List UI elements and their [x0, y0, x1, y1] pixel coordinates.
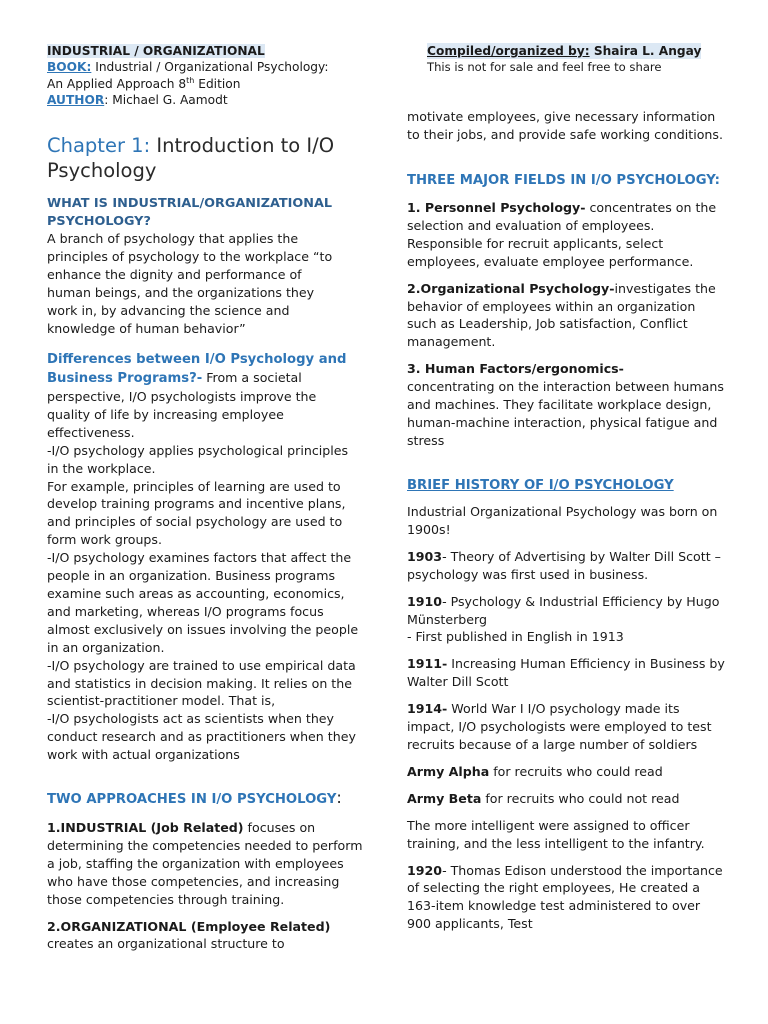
- section-history: [407, 478, 727, 933]
- share-note: This is not for sale and feel free to share: [427, 60, 662, 75]
- chapter-name: Introduction to I/O Psychology: [47, 134, 335, 182]
- field-organizational-label: 2.Organizational Psychology-: [407, 280, 615, 296]
- organizational-approach-continued: motivate employees, give necessary information to their jobs, and provide safe working conditions.: [407, 109, 723, 142]
- history-1920-body: - Thomas Edison understood the importance of selecting the right employees, He created a 163-item knowledge test administered to over 900 applicants, Test: [407, 862, 723, 932]
- chapter-label: Chapter 1:: [47, 134, 151, 157]
- differences-paragraph-1: -I/O psychology applies psychological principles in the workplace.: [47, 442, 349, 476]
- field-human-factors-body: concentrating on the interaction between humans and machines. They facilitate workplace design, human-machine interaction, physical fatigue and stress: [407, 379, 724, 448]
- section-heading-differences: Differences between I/O Psychology and Business Programs?-: [47, 352, 347, 386]
- section-heading-three-fields: THREE MAJOR FIELDS IN I/O PSYCHOLOGY:: [407, 173, 720, 188]
- compiled-by-label: Compiled/organized by:: [427, 44, 590, 58]
- army-alpha-body: for recruits who could read: [489, 763, 663, 779]
- approaches-colon: :: [336, 788, 342, 807]
- differences-intro: From a societal perspective, I/O psychologists improve the quality of life by increasing employee effectiveness.: [47, 370, 317, 440]
- field-organizational-body: investigates the behavior of employees within an organization such as Leadership, Job satisfaction, Conflict management.: [407, 280, 716, 350]
- section-heading-what-is-io: WHAT IS INDUSTRIAL/ORGANIZATIONAL PSYCHOLOGY?: [47, 196, 333, 229]
- army-alpha-label: Army Alpha: [407, 763, 490, 779]
- history-1910-year: 1910: [407, 593, 443, 609]
- army-beta-label: Army Beta: [407, 790, 482, 806]
- history-intro: Industrial Organizational Psychology was born on 1900s!: [407, 504, 718, 537]
- field-human-factors-label: 3. Human Factors/ergonomics-: [407, 361, 624, 377]
- document-header-left: [47, 43, 377, 109]
- field-personnel-label: 1. Personnel Psychology-: [407, 200, 586, 215]
- section-what-is-io: [47, 195, 347, 337]
- history-1920-year: 1920: [407, 862, 443, 878]
- history-1903-year: 1903: [407, 548, 443, 564]
- history-1911-body: Increasing Human Efficiency in Business by Walter Dill Scott: [407, 656, 725, 690]
- history-1914-year: 1914-: [407, 701, 448, 717]
- field-personnel-body: concentrates on the selection and evaluation of employees. Responsible for recruit applicants, select employees, evaluate employee performance.: [407, 200, 717, 269]
- book-edition-suffix: Edition: [194, 76, 241, 91]
- document-header-right: [427, 43, 757, 76]
- author-value: : Michael G. Aamodt: [104, 93, 228, 108]
- section-approaches: [47, 788, 363, 953]
- history-1914-body: World War I I/O psychology made its impact, I/O psychologists were employed to test recruits because of a large number of soldiers: [407, 701, 712, 752]
- history-1911-year: 1911-: [407, 656, 448, 672]
- section-heading-approaches: TWO APPROACHES IN I/O PSYCHOLOGY: [47, 792, 337, 807]
- author-line: [47, 92, 377, 108]
- history-1910-note: - First published in English in 1913: [407, 629, 624, 645]
- intelligence-assignment: The more intelligent were assigned to officer training, and the less intelligent to the infantry.: [407, 817, 705, 851]
- organizational-approach-body: creates an organizational structure to: [47, 936, 285, 952]
- document-subject-title: INDUSTRIAL / ORGANIZATIONAL: [47, 44, 265, 58]
- author-label: AUTHOR: [47, 93, 105, 108]
- compiled-by-name: Shaira L. Angay: [589, 44, 702, 58]
- compiled-by-line: [427, 43, 701, 59]
- section-heading-history: BRIEF HISTORY OF I/O PSYCHOLOGY: [407, 478, 674, 493]
- industrial-approach-label: 1.INDUSTRIAL (Job Related): [47, 820, 244, 835]
- organizational-approach-label: 2.ORGANIZATIONAL (Employee Related): [47, 918, 331, 934]
- industrial-approach-body: focuses on determining the competencies needed to perform a job, staffing the organization with employees who have those competencies, and increasing those competencies through training.: [47, 820, 363, 907]
- section-continued: [407, 108, 723, 144]
- differences-paragraph-3: -I/O psychology examines factors that affect the people in an organization. Business programs examine such areas as accounting, economics, and marketing, whereas I/O programs focus almost exclusively on issues involving the people in an organization.: [47, 550, 359, 655]
- history-1903-body: - Theory of Advertising by Walter Dill Scott – psychology was first used in business.: [407, 548, 721, 582]
- book-line: [47, 59, 377, 75]
- differences-paragraph-5: -I/O psychologists act as scientists when they conduct research and as practitioners when they work with actual organizations: [47, 711, 356, 763]
- section-three-fields: [407, 172, 727, 450]
- book-label: BOOK:: [47, 60, 92, 75]
- section-differences: [47, 350, 363, 764]
- book-edition-sup: th: [186, 75, 195, 85]
- book-title-line2: [47, 76, 377, 92]
- differences-paragraph-4: -I/O psychology are trained to use empirical data and statistics in decision making. It relies on the scientist-practitioner model. That is,: [47, 657, 356, 709]
- chapter-title: [47, 133, 367, 183]
- army-beta-body: for recruits who could not read: [481, 790, 680, 806]
- differences-paragraph-2: For example, principles of learning are used to develop training programs and incentive plans, and principles of social psychology are used to form work groups.: [47, 478, 346, 548]
- section-body-what-is-io: A branch of psychology that applies the principles of psychology to the workplace “to enhance the dignity and performance of human beings, and the organizations they work in, by advancing the science and knowledge of human behavior”: [47, 231, 333, 336]
- book-edition-text: An Applied Approach 8: [47, 76, 187, 91]
- book-title-line1: Industrial / Organizational Psychology:: [95, 60, 329, 75]
- history-1910-body: - Psychology & Industrial Efficiency by Hugo Münsterberg: [407, 593, 720, 627]
